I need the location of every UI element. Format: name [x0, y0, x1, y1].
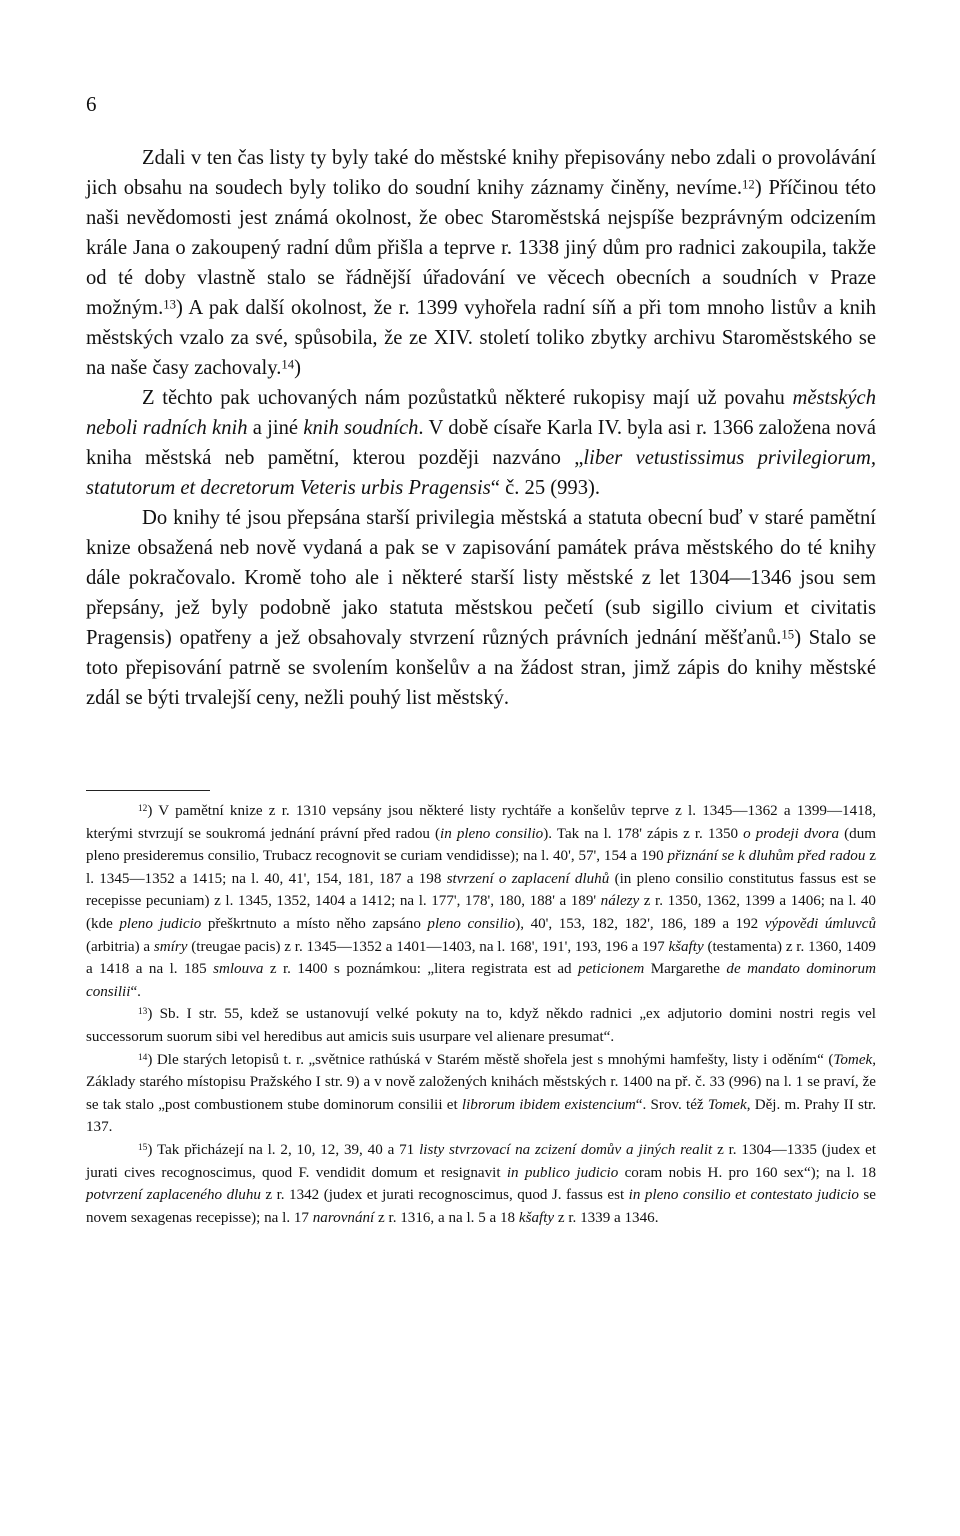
text-run: z r. 1400 s poznámkou: „litera registrata est ad — [263, 961, 579, 978]
text-run: (testamenta) z r. 1360, 1409 a 1418 a na l. 185 — [86, 938, 876, 978]
italic-run: peticionem — [578, 961, 645, 978]
text-run: . V době císaře Karla IV. byla asi r. 1366 založena nová kniha městská neb pamětní, kterou později nazváno „ — [86, 417, 876, 469]
footnote-13 — [86, 1003, 876, 1048]
text-run: z r. 1304—1335 (judex et jurati cives recognoscimus, quod F. vendidit domum et resignavit — [86, 1141, 877, 1181]
text-run: Zdali v ten čas listy ty byly také do městské knihy přepisovány nebo zdali o provolávání jich obsahu na soudech byly toliko do soudní knihy záznamy činěny, nevíme. — [86, 147, 876, 199]
italic-run: potvrzení zaplaceného dluhu — [86, 1187, 261, 1204]
italic-run: o prodeji dvora — [743, 825, 840, 842]
text-run: “. — [130, 983, 141, 1000]
text-run: (arbitria) a — [86, 938, 154, 955]
text-run: ). Tak na l. 178' zápis z r. 1350 — [543, 825, 744, 842]
text-run: Margarethe — [644, 961, 727, 978]
text-run: “ č. 25 (993). — [490, 477, 601, 499]
italic-run: pleno judicio — [119, 915, 202, 932]
text-run: z l. 1345—1352 a 1415; na l. 40, 41', 154, 181, 187 a 198 — [86, 848, 876, 887]
italic-run: přiznání se k dluhům před radou — [667, 848, 866, 865]
italic-run: liber vetustissimus privilegiorum, statutorum et decretorum Veteris urbis Pragensis — [86, 447, 876, 499]
footnote-ref: 13 — [138, 1007, 148, 1018]
italic-run: in pleno consilio — [440, 825, 544, 842]
italic-run: librorum ibidem existencium — [461, 1096, 636, 1113]
footnote-ref: 14 — [281, 357, 295, 372]
footnote-ref: 15 — [138, 1142, 148, 1153]
text-run: (dum pleno presideremus consilio, Trubacz recognovit se curiam vendidisse); na l. 40', 57', 154 a 190 — [86, 825, 876, 865]
text-run: z r. 1350, 1362, 1399 a 1406; na l. 40 (kde — [86, 893, 876, 932]
footnote-14 — [86, 1049, 876, 1139]
page-number: 6 — [86, 92, 97, 116]
paragraph-3 — [86, 503, 876, 713]
italic-run: městských neboli radních knih — [86, 387, 876, 439]
text-run: ), 40', 153, 182, 182', 186, 189 a 192 — [515, 915, 765, 932]
text-run: ) Stalo se toto přepisování patrně se svolením konšelův a na žádost stran, jimž zápis do knihy městské zdál se býti trvalejší ceny, nežli pouhý list městský. — [86, 627, 876, 709]
text-run: ) Dle starých letopisů t. r. „světnice rathúská v Starém městě shořela jest s mnohými hamfešty, listy i oděním“ ( — [147, 1051, 834, 1068]
text-run: z r. 1316, a na l. 5 a 18 — [374, 1209, 519, 1226]
italic-run: kšafty — [518, 1209, 555, 1226]
text-run: z r. 1339 a 1346. — [554, 1209, 659, 1226]
italic-run: stvrzení o zaplacení dluhů — [446, 870, 610, 887]
text-run: se novem sexagenas recepisse); na l. 17 — [86, 1187, 876, 1226]
italic-run: Tomek — [833, 1051, 873, 1068]
footnote-ref: 13 — [163, 297, 176, 312]
italic-run: listy stvrzovací na zcizení domův a jiných realit — [419, 1141, 713, 1158]
text-run: Do knihy té jsou přepsána starší privilegia městská a statuta obecní buď v staré pamětní knize obsažená neb nově vydaná a pak se v zapisování památek práva městského do té knihy dále pokračovalo. Kromě toho ale i některé starší listy městské z let 1304—1346 jsou sem přepsány, jež byly podobně jako statuta městskou pečetí (sub sigillo civium et civitatis Pragensis) opatřeny a jež obsahovaly stvrzení různých právních jednání měšťanů. — [86, 507, 876, 649]
text-run: (treugae pacis) z r. 1345—1352 a 1401—1403, na l. 168', 191', 193, 196 a 197 — [187, 938, 669, 955]
footnote-ref: 12 — [742, 177, 755, 192]
italic-run: narovnání — [312, 1209, 375, 1226]
body-text — [86, 143, 876, 713]
paragraph-1 — [86, 143, 876, 383]
text-run: ) Příčinou této naši nevědomosti jest známá okolnost, že obec Staroměstská nejspíše bezprávným odcizením krále Jana o zakoupený radní dům přišla a teprve r. 1338 jiný dům pro radnici zakoupila, takže od té doby vlastně stalo se řádnější úřadování ve věcech obecních a soudních v Praze možným. — [86, 177, 877, 319]
text-run: z r. 1342 (judex et jurati recognoscimus, quod J. fassus est — [260, 1187, 629, 1204]
italic-run: výpovědi úmluvců — [764, 915, 876, 932]
text-run: ) — [294, 357, 301, 379]
paragraph-2 — [86, 383, 876, 503]
footnote-15 — [86, 1139, 876, 1229]
text-run: “. Srov. též — [635, 1096, 708, 1113]
footnote-ref: 12 — [138, 803, 148, 814]
italic-run: nálezy — [600, 893, 640, 910]
footnote-12 — [86, 800, 876, 1003]
italic-run: smíry — [153, 938, 188, 955]
italic-run: pleno consilio — [427, 915, 516, 932]
text-run: Z těchto pak uchovaných nám pozůstatků některé rukopisy mají už povahu — [142, 387, 793, 409]
text-run: (in pleno consilio constitutus fassus est se recepisse pecuniam) z l. 1345, 1352, 1404 a 1412; na l. 177', 178', 180, 188' a 189' — [86, 870, 877, 910]
text-run: ) Sb. I str. 55, kdež se ustanovují velké pokuty na to, když někdo radnici „ex adjutorio domini nostri regis vel successorum suorum sibi vel heredibus aut amicis suis usurpare vel alienare presumat“. — [86, 1006, 876, 1045]
text-run: ) Tak přicházejí na l. 2, 10, 12, 39, 40 a 71 — [147, 1141, 420, 1158]
text-run: ) A pak další okolnost, že r. 1399 vyhořela radní síň a při tom mnoho listův a knih městských vzalo za své, spůsobila, že ze XIV. století toliko zbytky archivu Staroměstského se na naše časy zachovaly. — [86, 297, 876, 379]
italic-run: knih soudních — [303, 417, 419, 439]
footnote-ref: 15 — [781, 627, 795, 642]
italic-run: de mandato dominorum consilii — [86, 961, 876, 1000]
italic-run: Tomek — [707, 1096, 747, 1113]
footnote-ref: 14 — [138, 1052, 148, 1063]
text-run: , Děj. m. Prahy II str. 137. — [86, 1096, 876, 1136]
text-run: , Základy starého místopisu Pražského I str. 9) a v nově založených knihách městských r. 1400 na př. č. 33 (996) na l. 1 se praví, že se tak stalo „post combustionem stube dominorum consilii et — [86, 1051, 876, 1113]
text-run: coram nobis H. pro 160 sex“); na l. 18 — [618, 1164, 876, 1181]
italic-run: smlouva — [213, 961, 264, 978]
italic-run: in pleno consilio et contestato judicio — [628, 1187, 859, 1204]
footnotes — [86, 800, 876, 1229]
text-run: a jiné — [247, 417, 304, 439]
italic-run: kšafty — [668, 938, 704, 955]
text-run: přeškrtnuto a místo něho zapsáno — [201, 915, 428, 932]
text-run: ) V pamětní knize z r. 1310 vepsány jsou některé listy rychtáře a konšelův teprve z l. 1345—1362 a 1399—1418, kterými stvrzují se soukromá jednání právní před radou ( — [86, 803, 876, 842]
italic-run: in publico judicio — [506, 1164, 619, 1181]
footnote-separator — [86, 790, 210, 791]
